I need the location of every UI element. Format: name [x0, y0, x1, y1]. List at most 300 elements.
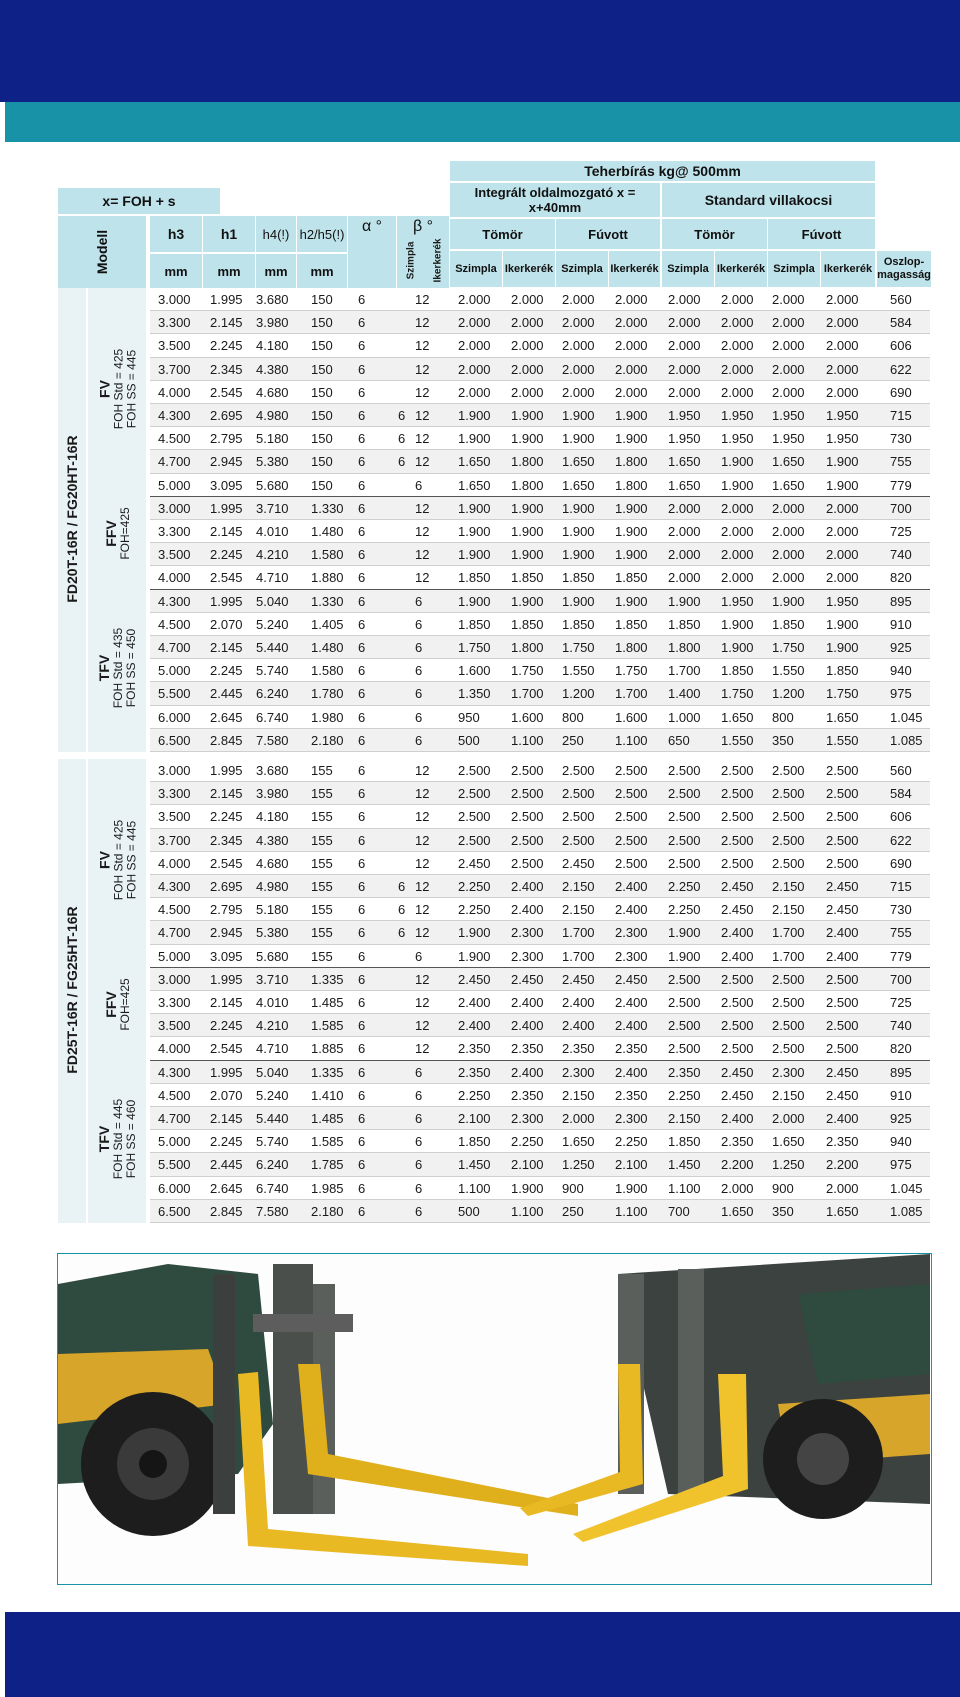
table-cell: 2.000: [772, 361, 805, 377]
mast-type: FFV: [102, 991, 119, 1018]
table-cell: 4.000: [158, 1041, 191, 1057]
szimpla-3: Szimpla: [662, 251, 714, 287]
mast-group-cell: [88, 288, 146, 497]
table-cell: 1.880: [311, 570, 344, 586]
table-cell: 2.400: [615, 1018, 648, 1034]
table-cell: 1.850: [458, 616, 491, 632]
tomor-header-1: Tömör: [450, 219, 555, 249]
top-teal-band: [5, 102, 960, 142]
table-cell: 1.900: [826, 477, 859, 493]
table-row: [150, 636, 930, 659]
table-cell: 1.800: [615, 454, 648, 470]
table-cell: 1.950: [772, 431, 805, 447]
standard-carriage-header: Standard villakocsi: [662, 183, 875, 217]
table-cell: 2.400: [826, 1111, 859, 1126]
mast-type: TFV: [96, 1125, 113, 1153]
table-cell: 4.210: [256, 547, 289, 563]
table-cell: 2.000: [668, 361, 701, 377]
table-cell: 4.000: [158, 855, 191, 871]
table-cell: 1.900: [458, 547, 491, 563]
table-cell: 2.300: [772, 1064, 805, 1080]
table-cell: 2.500: [826, 1018, 859, 1034]
table-row: [150, 945, 930, 968]
table-cell: 740: [890, 1018, 912, 1034]
table-cell: 150: [311, 408, 333, 423]
table-cell: 1.650: [826, 1203, 859, 1219]
h4-header: h4(!): [256, 216, 296, 252]
table-row: [150, 288, 930, 311]
table-cell: 6: [358, 408, 366, 423]
table-cell: 1.950: [721, 408, 754, 423]
table-cell: 2.350: [615, 1087, 648, 1103]
table-cell: 2.500: [772, 971, 805, 987]
table-cell: 622: [890, 832, 912, 848]
table-cell: 2.500: [721, 1018, 754, 1034]
table-cell: 2.400: [511, 995, 544, 1010]
mast-group-label: [103, 958, 132, 1051]
table-cell: 5.680: [256, 477, 289, 493]
table-cell: 940: [890, 1134, 912, 1150]
table-cell: 4.710: [256, 1041, 289, 1057]
table-cell: 730: [890, 902, 912, 918]
table-cell: 2.500: [615, 809, 648, 825]
table-cell: 6: [415, 1157, 423, 1173]
table-cell: 6: [358, 1180, 366, 1196]
table-cell: 6: [415, 709, 423, 725]
table-cell: 2.000: [615, 315, 648, 331]
table-cell: 2.500: [458, 832, 491, 848]
table-cell: 1.480: [311, 640, 344, 655]
row-divider: [150, 751, 930, 752]
table-cell: 2.000: [562, 292, 595, 307]
table-cell: 1.650: [668, 477, 701, 493]
table-row: [150, 829, 930, 852]
table-cell: 250: [562, 732, 584, 748]
table-cell: 2.450: [721, 1064, 754, 1080]
table-cell: 1.800: [511, 477, 544, 493]
table-cell: 2.500: [826, 1041, 859, 1057]
table-cell: 12: [415, 879, 430, 894]
table-cell: 3.980: [256, 315, 289, 331]
table-row: [150, 921, 930, 944]
table-cell: 2.450: [562, 855, 595, 871]
table-row: [150, 805, 930, 828]
szimpla-4: Szimpla: [768, 251, 820, 287]
table-cell: 2.000: [562, 315, 595, 331]
foh-std: FOH Std = 425: [111, 820, 126, 901]
table-cell: 2.350: [721, 1134, 754, 1150]
table-cell: 2.400: [826, 925, 859, 941]
table-cell: 3.980: [256, 786, 289, 802]
h3-header: h3: [150, 216, 202, 252]
table-cell: 650: [668, 732, 690, 748]
table-cell: 1.335: [311, 1064, 344, 1080]
table-cell: 1.335: [311, 971, 344, 987]
table-cell: 690: [890, 855, 912, 871]
table-cell: 6: [358, 431, 366, 447]
unit-h2h5: mm: [297, 254, 347, 288]
table-cell: 12: [415, 1018, 430, 1034]
foh-std: FOH Std = 425: [111, 349, 126, 430]
table-cell: 6.000: [158, 1180, 191, 1196]
table-cell: 2.500: [826, 971, 859, 987]
table-cell: 910: [890, 1087, 912, 1103]
table-cell: 1.850: [562, 570, 595, 586]
table-row: [150, 311, 930, 334]
table-cell: 12: [415, 431, 430, 447]
table-cell: 2.400: [615, 879, 648, 894]
table-cell: 1.700: [668, 663, 701, 679]
table-cell: 1.485: [311, 995, 344, 1010]
table-cell: 1.900: [615, 547, 648, 563]
table-cell: 2.000: [458, 315, 491, 331]
mast-group-cell: [88, 759, 146, 968]
foh-std: FOH=425: [117, 507, 132, 560]
table-cell: 690: [890, 384, 912, 400]
table-cell: 4.300: [158, 879, 191, 894]
table-cell: 2.545: [210, 855, 243, 871]
model-header-cell: [58, 216, 146, 288]
table-cell: 2.000: [826, 500, 859, 516]
table-cell: 1.900: [721, 477, 754, 493]
mast-group-label: [103, 487, 132, 580]
table-cell: 2.250: [668, 902, 701, 918]
formula-label: x= FOH + s: [58, 188, 220, 214]
table-cell: 6: [358, 709, 366, 725]
table-cell: 6: [398, 431, 406, 447]
table-cell: 2.500: [668, 855, 701, 871]
table-cell: 820: [890, 1041, 912, 1057]
table-cell: 350: [772, 732, 794, 748]
table-cell: 1.900: [511, 1180, 544, 1196]
table-cell: 4.000: [158, 570, 191, 586]
unit-h4: mm: [256, 254, 296, 288]
table-cell: 2.500: [721, 971, 754, 987]
table-cell: 6: [415, 686, 423, 702]
table-cell: 6: [398, 454, 406, 470]
table-cell: 2.500: [458, 809, 491, 825]
table-cell: 1.850: [511, 616, 544, 632]
table-cell: 500: [458, 732, 480, 748]
table-cell: 1.550: [562, 663, 595, 679]
table-cell: 2.000: [721, 315, 754, 331]
table-cell: 2.000: [511, 292, 544, 307]
table-cell: 2.500: [721, 995, 754, 1010]
table-cell: 1.100: [668, 1180, 701, 1196]
table-cell: 2.450: [826, 902, 859, 918]
table-cell: 6: [358, 1018, 366, 1034]
table-cell: 2.000: [721, 384, 754, 400]
table-row: [150, 613, 930, 636]
alpha-header: α °: [348, 216, 396, 288]
table-cell: 1.200: [562, 686, 595, 702]
mast-type: FFV: [102, 520, 119, 547]
table-cell: 715: [890, 408, 912, 423]
table-cell: 2.500: [562, 832, 595, 848]
table-cell: 6: [415, 616, 423, 632]
table-cell: 4.710: [256, 570, 289, 586]
table-cell: 2.450: [721, 1087, 754, 1103]
table-cell: 1.850: [772, 616, 805, 632]
table-cell: 6: [415, 640, 423, 655]
table-cell: 1.900: [511, 408, 544, 423]
table-cell: 2.100: [615, 1157, 648, 1173]
table-cell: 5.180: [256, 431, 289, 447]
table-cell: 1.900: [615, 431, 648, 447]
table-cell: 3.710: [256, 971, 289, 987]
table-cell: 2.450: [826, 1064, 859, 1080]
table-cell: 3.300: [158, 315, 191, 331]
mast-group-cell: [88, 497, 146, 590]
table-cell: 7.580: [256, 1203, 289, 1219]
table-cell: 2.500: [615, 855, 648, 871]
table-cell: 2.945: [210, 925, 243, 941]
table-cell: 2.500: [668, 971, 701, 987]
table-cell: 2.100: [511, 1157, 544, 1173]
table-cell: 12: [415, 995, 430, 1010]
table-cell: 1.410: [311, 1087, 344, 1103]
table-cell: 2.500: [826, 832, 859, 848]
table-cell: 1.900: [562, 593, 595, 609]
table-cell: 2.150: [562, 1087, 595, 1103]
table-cell: 1.450: [458, 1157, 491, 1173]
table-cell: 606: [890, 809, 912, 825]
table-cell: 1.650: [826, 709, 859, 725]
table-cell: 2.250: [511, 1134, 544, 1150]
table-cell: 2.500: [511, 763, 544, 778]
table-row: [150, 659, 930, 682]
szimpla-2: Szimpla: [556, 251, 608, 287]
table-cell: 2.450: [826, 879, 859, 894]
table-cell: 622: [890, 361, 912, 377]
table-cell: 6: [415, 1180, 423, 1196]
table-cell: 1.900: [511, 431, 544, 447]
model-label-cell: [58, 288, 86, 752]
table-cell: 2.545: [210, 1041, 243, 1057]
table-cell: 12: [415, 809, 430, 825]
table-cell: 725: [890, 524, 912, 539]
table-cell: 6: [415, 732, 423, 748]
table-cell: 1.900: [615, 524, 648, 539]
table-cell: 2.450: [615, 971, 648, 987]
table-cell: 4.700: [158, 454, 191, 470]
table-cell: 779: [890, 948, 912, 964]
table-cell: 2.400: [511, 1064, 544, 1080]
table-cell: 2.450: [458, 971, 491, 987]
table-cell: 1.850: [668, 616, 701, 632]
ikerkerek-1: Ikerkerék: [503, 251, 555, 287]
table-cell: 1.900: [615, 593, 648, 609]
table-cell: 4.700: [158, 640, 191, 655]
table-cell: 2.245: [210, 338, 243, 354]
table-cell: 2.400: [562, 1018, 595, 1034]
table-cell: 6: [358, 1087, 366, 1103]
table-cell: 1.900: [458, 500, 491, 516]
table-cell: 3.700: [158, 361, 191, 377]
table-cell: 2.795: [210, 431, 243, 447]
foh-ss: FOH SS = 445: [124, 821, 139, 900]
table-cell: 2.345: [210, 832, 243, 848]
table-row: [150, 358, 930, 381]
table-cell: 2.300: [511, 925, 544, 941]
table-cell: 940: [890, 663, 912, 679]
table-cell: 1.900: [721, 616, 754, 632]
table-cell: 1.900: [562, 547, 595, 563]
table-row: [150, 334, 930, 357]
table-cell: 1.995: [210, 763, 243, 778]
table-cell: 155: [311, 902, 333, 918]
table-cell: 1.100: [458, 1180, 491, 1196]
table-cell: 12: [415, 763, 430, 778]
table-cell: 1.750: [721, 686, 754, 702]
table-cell: 5.040: [256, 593, 289, 609]
table-cell: 4.300: [158, 593, 191, 609]
table-cell: 3.300: [158, 995, 191, 1010]
table-row: [150, 1084, 930, 1107]
table-cell: 3.000: [158, 500, 191, 516]
table-cell: 4.010: [256, 524, 289, 539]
table-cell: 6: [358, 809, 366, 825]
table-cell: 5.500: [158, 1157, 191, 1173]
table-cell: 2.945: [210, 454, 243, 470]
table-cell: 1.250: [772, 1157, 805, 1173]
table-cell: 1.350: [458, 686, 491, 702]
row-divider: [150, 1222, 930, 1223]
table-row: [150, 1177, 930, 1200]
table-cell: 1.900: [615, 1180, 648, 1196]
beta-szimpla-label: Szimpla: [405, 241, 417, 280]
model-column-label: Modell: [94, 229, 110, 275]
table-cell: 6: [415, 477, 423, 493]
table-cell: 6: [358, 1064, 366, 1080]
table-cell: 1.985: [311, 1180, 344, 1196]
table-cell: 900: [562, 1180, 584, 1196]
table-cell: 2.150: [772, 902, 805, 918]
table-cell: 1.900: [458, 408, 491, 423]
beta-header: β °: [397, 216, 449, 288]
table-cell: 6: [358, 995, 366, 1010]
table-cell: 2.500: [721, 786, 754, 802]
table-cell: 6: [358, 879, 366, 894]
table-cell: 1.800: [511, 454, 544, 470]
table-cell: 2.500: [772, 809, 805, 825]
table-cell: 1.900: [458, 524, 491, 539]
table-cell: 6: [415, 1111, 423, 1126]
table-cell: 2.145: [210, 640, 243, 655]
table-cell: 2.500: [458, 786, 491, 802]
table-cell: 6: [398, 879, 406, 894]
foh-ss: FOH SS = 450: [124, 628, 139, 707]
table-cell: 1.330: [311, 593, 344, 609]
table-cell: 2.300: [511, 948, 544, 964]
table-cell: 2.180: [311, 732, 344, 748]
unit-h1: mm: [203, 254, 255, 288]
table-cell: 6: [415, 948, 423, 964]
table-cell: 3.300: [158, 786, 191, 802]
table-cell: 1.600: [511, 709, 544, 725]
table-cell: 2.400: [721, 1111, 754, 1126]
table-cell: 2.500: [721, 763, 754, 778]
table-cell: 6: [398, 902, 406, 918]
table-cell: 1.100: [511, 732, 544, 748]
table-row: [150, 590, 930, 613]
table-cell: 584: [890, 786, 912, 802]
szimpla-1: Szimpla: [450, 251, 502, 287]
table-cell: 2.500: [668, 809, 701, 825]
table-cell: 2.000: [511, 338, 544, 354]
table-cell: 5.500: [158, 686, 191, 702]
table-cell: 2.000: [721, 1180, 754, 1196]
table-cell: 2.000: [721, 338, 754, 354]
table-cell: 1.800: [511, 640, 544, 655]
table-cell: 2.400: [458, 995, 491, 1010]
foh-std: FOH Std = 445: [111, 1098, 126, 1179]
table-cell: 2.350: [511, 1041, 544, 1057]
table-cell: 6: [358, 616, 366, 632]
table-cell: 6: [415, 663, 423, 679]
table-cell: 2.250: [668, 879, 701, 894]
table-cell: 700: [890, 971, 912, 987]
table-cell: 2.000: [511, 384, 544, 400]
table-cell: 2.500: [772, 855, 805, 871]
table-cell: 2.000: [721, 524, 754, 539]
table-cell: 12: [415, 971, 430, 987]
table-cell: 2.450: [826, 1087, 859, 1103]
table-cell: 5.240: [256, 1087, 289, 1103]
table-cell: 6.000: [158, 709, 191, 725]
table-cell: 155: [311, 948, 333, 964]
table-cell: 2.000: [721, 361, 754, 377]
table-cell: 1.700: [772, 948, 805, 964]
table-cell: 3.500: [158, 547, 191, 563]
table-cell: 4.700: [158, 1111, 191, 1126]
table-cell: 1.800: [615, 640, 648, 655]
table-cell: 12: [415, 570, 430, 586]
table-cell: 5.440: [256, 1111, 289, 1126]
foh-ss: FOH SS = 445: [124, 350, 139, 429]
table-cell: 2.000: [458, 292, 491, 307]
ikerkerek-3: Ikerkerék: [715, 251, 767, 287]
table-cell: 4.380: [256, 361, 289, 377]
table-cell: 1.900: [458, 431, 491, 447]
table-cell: 1.900: [826, 454, 859, 470]
table-cell: 1.550: [826, 732, 859, 748]
table-row: [150, 991, 930, 1014]
table-cell: 6: [358, 593, 366, 609]
table-cell: 2.500: [562, 786, 595, 802]
table-cell: 5.000: [158, 1134, 191, 1150]
table-cell: 12: [415, 524, 430, 539]
table-cell: 2.350: [668, 1064, 701, 1080]
table-cell: 3.710: [256, 500, 289, 516]
table-row: [150, 566, 930, 589]
table-cell: 2.250: [458, 1087, 491, 1103]
table-cell: 4.980: [256, 879, 289, 894]
table-cell: 150: [311, 292, 333, 307]
table-row: [150, 404, 930, 427]
table-cell: 3.500: [158, 338, 191, 354]
table-cell: 3.500: [158, 1018, 191, 1034]
table-cell: 2.200: [721, 1157, 754, 1173]
table-cell: 2.300: [615, 948, 648, 964]
table-cell: 6: [358, 1157, 366, 1173]
table-cell: 2.145: [210, 315, 243, 331]
table-cell: 2.400: [826, 948, 859, 964]
table-cell: 12: [415, 500, 430, 516]
table-cell: 1.085: [890, 1203, 923, 1219]
table-cell: 6: [415, 1087, 423, 1103]
table-cell: 2.245: [210, 1018, 243, 1034]
